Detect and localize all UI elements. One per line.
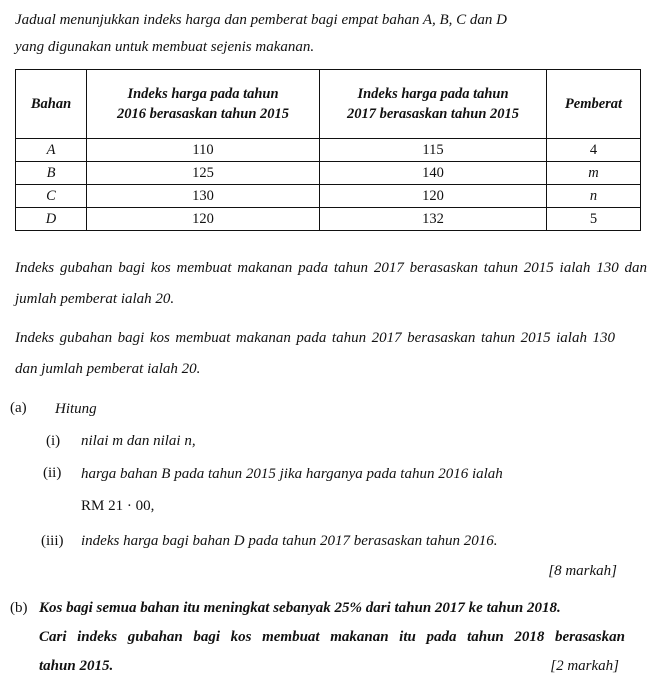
header-index-2016 <box>87 70 320 139</box>
header-pemberat: Pemberat <box>547 70 641 139</box>
header-bahan: Bahan <box>16 70 87 139</box>
cell-pemberat: 4 <box>547 139 641 162</box>
paragraph-2: Indeks gubahan bagi kos membuat makanan pada tahun 2017 berasaskan tahun 2015 ialah 130 dan jumlah pemberat ialah 20. <box>15 330 615 377</box>
cell-index-2017: 115 <box>320 139 547 162</box>
header-index-2017 <box>320 70 547 139</box>
cell-bahan: D <box>16 208 87 231</box>
part-a-iii-num: (iii) <box>41 533 64 549</box>
cell-index-2016: 120 <box>87 208 320 231</box>
part-a-i-num: (i) <box>46 433 61 449</box>
header-index-2016-line1: Indeks harga pada tahun <box>127 86 279 102</box>
part-a-ii-text2: RM 21 · 00, <box>81 498 155 514</box>
part-b-line-1: Kos bagi semua bahan itu meningkat sebanyak 25% dari tahun 2017 ke tahun 2018. <box>39 600 561 616</box>
cell-pemberat: 5 <box>547 208 641 231</box>
cell-index-2017: 132 <box>320 208 547 231</box>
header-index-2016-line2: 2016 berasaskan tahun 2015 <box>116 106 290 122</box>
part-a-ii-num: (ii) <box>43 465 62 481</box>
intro-line-2: yang digunakan untuk membuat sejenis makanan. <box>15 39 315 55</box>
part-b-label: (b) <box>10 600 28 616</box>
cell-bahan: C <box>16 185 87 208</box>
part-a-label: (a) <box>10 400 27 416</box>
paragraph-1: Indeks gubahan bagi kos membuat makanan pada tahun 2017 berasaskan tahun 2015 ialah 130 dan jumlah pemberat ialah 20. <box>15 260 647 307</box>
table-row <box>16 185 641 208</box>
price-index-table <box>15 69 641 231</box>
cell-index-2016: 130 <box>87 185 320 208</box>
part-b-line-2: Cari indeks gubahan bagi kos membuat makanan itu pada tahun 2018 berasaskan <box>39 629 625 645</box>
cell-index-2017: 140 <box>320 162 547 185</box>
cell-bahan: A <box>16 139 87 162</box>
intro-line-1: Jadual menunjukkan indeks harga dan pemberat bagi empat bahan A, B, C dan D <box>15 12 508 28</box>
header-index-2017-line2: 2017 berasaskan tahun 2015 <box>346 106 520 122</box>
part-a-title: Hitung <box>55 401 97 417</box>
header-index-2017-line1: Indeks harga pada tahun <box>357 86 509 102</box>
cell-pemberat: n <box>547 185 641 208</box>
cell-pemberat: m <box>547 162 641 185</box>
part-b-line-3: tahun 2015. <box>39 658 114 674</box>
part-a-ii-text: harga bahan B pada tahun 2015 jika harganya pada tahun 2016 ialah <box>81 466 503 482</box>
table-row <box>16 208 641 231</box>
cell-bahan: B <box>16 162 87 185</box>
cell-index-2017: 120 <box>320 185 547 208</box>
table-header-row <box>16 70 641 139</box>
table-row <box>16 162 641 185</box>
part-b-marks: [2 markah] <box>550 658 619 674</box>
part-a-iii-text: indeks harga bagi bahan D pada tahun 2017 berasaskan tahun 2016. <box>81 533 498 549</box>
table-row <box>16 139 641 162</box>
cell-index-2016: 110 <box>87 139 320 162</box>
cell-index-2016: 125 <box>87 162 320 185</box>
part-a-marks: [8 markah] <box>548 563 617 579</box>
part-a-i-text: nilai m dan nilai n, <box>81 433 196 449</box>
